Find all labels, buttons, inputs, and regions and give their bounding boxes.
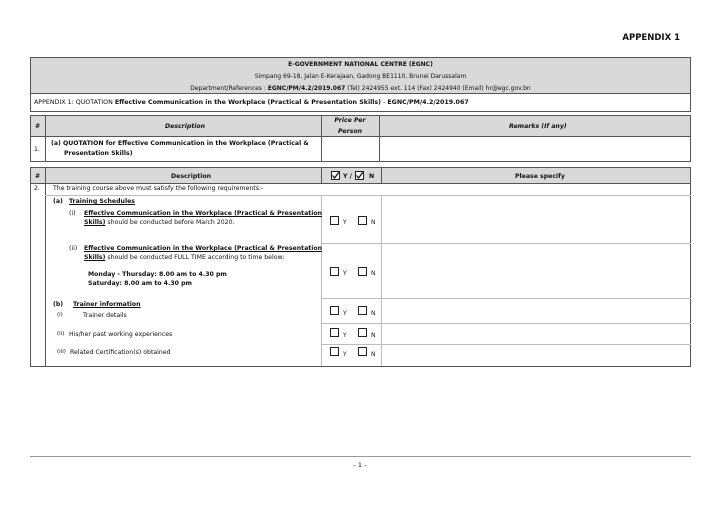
- org-references: Department/References : EGNC/PM/4.2/2019.067 (Tel) 2424955 ext. 114 (Fax) 2424940 (Email) hr@egc.gov.bn: [190, 85, 531, 92]
- item-a-ii-label: (ii): [69, 245, 78, 252]
- no-label: N: [371, 219, 376, 226]
- footer-divider: [30, 456, 691, 457]
- appendix-tag: APPENDIX 1: [622, 33, 680, 43]
- no-label: N: [371, 270, 376, 277]
- table2-body: [30, 184, 691, 367]
- no-checkbox[interactable]: [358, 216, 367, 225]
- item-a-ii-text: Skills) should be conducted FULL TIME according to time below:: [84, 254, 285, 261]
- org-name: E-GOVERNMENT NATIONAL CENTRE (EGNC): [288, 61, 433, 68]
- item-b-iii-label: (iii): [57, 349, 66, 355]
- table1-row-text-2: Presentation Skills): [64, 150, 133, 157]
- no-label: N: [371, 332, 376, 339]
- checkbox-checked-icon: [331, 171, 340, 180]
- table1-row-text: (a) QUOTATION for Effective Communication in the Workplace (Practical &: [51, 140, 309, 147]
- item-a-i-title: Effective Communication in the Workplace (Practical & Presentation: [84, 210, 323, 217]
- requirements-intro: The training course above must satisfy the following requirements:-: [53, 185, 264, 192]
- yes-label: Y: [343, 219, 347, 226]
- no-checkbox[interactable]: [358, 267, 367, 276]
- table1-row: [30, 137, 691, 162]
- schedule-saturday: Saturday: 8.00 am to 4.30 pm: [88, 280, 192, 287]
- org-address: Simpang 69-18, Jalan E-Kerajaan, Gadong BE1110, Brunei Darussalam: [254, 73, 467, 80]
- page-number: - 1 -: [353, 461, 367, 469]
- no-checkbox[interactable]: [358, 306, 367, 315]
- yes-checkbox[interactable]: [330, 347, 339, 356]
- table1-col-price-2: Person: [338, 128, 362, 135]
- item-b-i-text: Trainer details: [83, 312, 127, 319]
- section-b-title: Trainer information: [73, 301, 141, 308]
- no-label: N: [371, 351, 376, 358]
- section-a-title: Training Schedules: [69, 198, 135, 205]
- item-b-ii-label: (ii): [57, 331, 65, 337]
- no-checkbox[interactable]: [358, 328, 367, 337]
- table1-col-price: Price Per: [334, 117, 366, 124]
- checkbox-checked-icon: [355, 171, 364, 180]
- item-b-ii-text: His/her past working experiences: [69, 331, 173, 338]
- yes-checkbox[interactable]: [330, 328, 339, 337]
- table2-col-no: #: [35, 173, 41, 180]
- table1-col-no: #: [35, 123, 40, 130]
- section-a-label: (a): [53, 198, 63, 205]
- org-header: [30, 57, 691, 94]
- table1-row-no: 1.: [34, 146, 40, 153]
- section-b-label: (b): [53, 301, 64, 308]
- yes-label: Y: [343, 332, 347, 339]
- item-b-i-label: (i): [57, 312, 63, 318]
- yes-checkbox[interactable]: [330, 216, 339, 225]
- item-b-iii-text: Related Certification(s) obtained: [70, 349, 171, 356]
- no-label: N: [371, 310, 376, 317]
- item-a-i-label: (i): [69, 210, 76, 217]
- table1-col-desc: Description: [165, 123, 206, 130]
- table2-col-n: N: [369, 173, 375, 180]
- yes-label: Y: [343, 270, 347, 277]
- table1-header: [30, 115, 691, 137]
- appendix-title-line: APPENDIX 1: QUOTATION Effective Communication in the Workplace (Practical & Presentation Skills) - EGNC/PM/4.2/2019.067: [30, 94, 691, 112]
- yes-checkbox[interactable]: [330, 267, 339, 276]
- yes-label: Y: [343, 310, 347, 317]
- item-a-ii-title: Effective Communication in the Workplace (Practical & Presentation: [84, 245, 323, 252]
- table1-col-remarks: Remarks (If any): [509, 123, 567, 130]
- no-checkbox[interactable]: [358, 347, 367, 356]
- table2-row-no: 2.: [34, 185, 40, 192]
- yes-label: Y: [343, 351, 347, 358]
- table2-col-specify: Please specify: [515, 173, 565, 180]
- table2-col-desc: Description: [171, 173, 212, 180]
- item-a-i-text: Skills) should be conducted before March 2020.: [84, 219, 235, 226]
- table2-header: [30, 167, 691, 184]
- yes-checkbox[interactable]: [330, 306, 339, 315]
- table2-col-y: Y /: [343, 173, 352, 180]
- schedule-weekday: Monday - Thursday: 8.00 am to 4.30 pm: [88, 271, 227, 278]
